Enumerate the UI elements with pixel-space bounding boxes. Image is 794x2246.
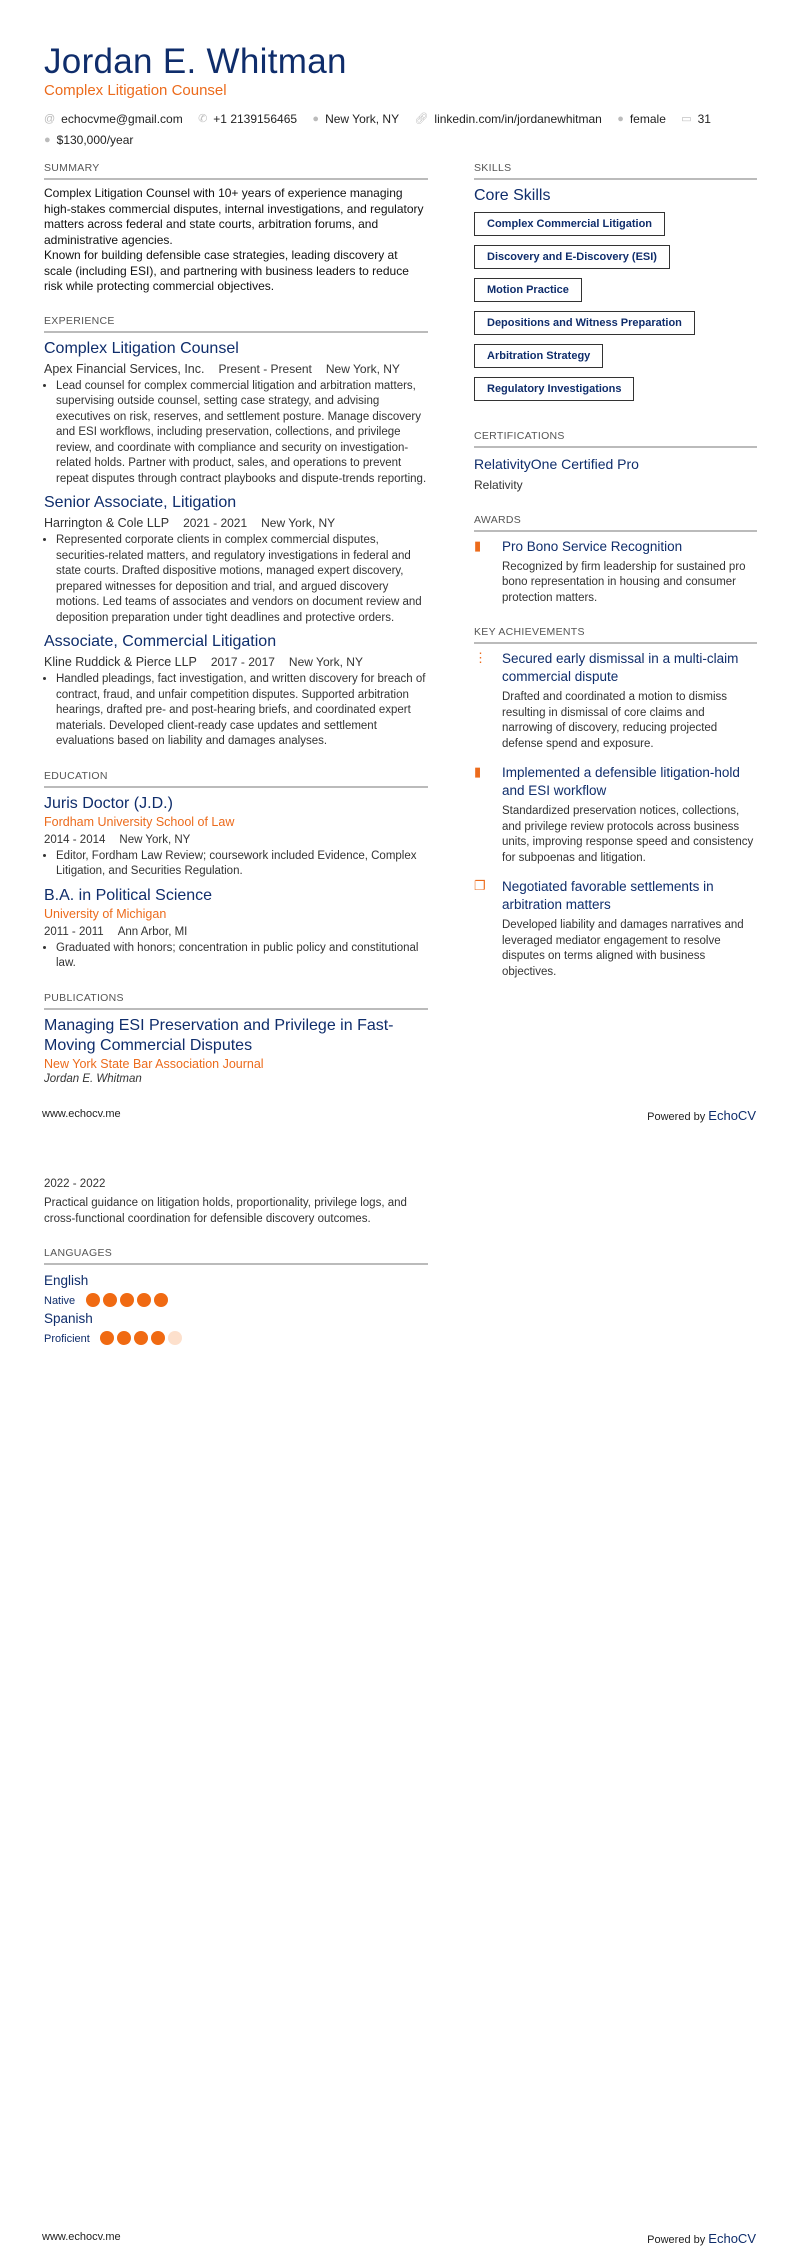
education-section [44,770,428,972]
job-title: Complex Litigation Counsel [44,339,239,357]
publisher: New York State Bar Association Journal [44,1056,264,1071]
section-heading: SKILLS [474,162,757,180]
section-heading: KEY ACHIEVEMENTS [474,626,757,644]
rating-dot-filled [151,1331,165,1345]
publication-dates: 2022 - 2022 [44,1178,106,1190]
money-icon: ● [44,134,51,146]
contact-linkedin[interactable]: 🔗︎ linkedin.com/in/jordanewhitman [414,109,601,129]
brand-logo: EchoCV [708,2231,756,2246]
rating-dots [100,1331,182,1345]
summary-section [44,162,428,295]
publications-section [44,992,428,1085]
degree: Juris Doctor (J.D.) [44,794,173,812]
documents-icon: ❐ [474,878,486,893]
achievement-description: Standardized preservation notices, collections, and privilege review protocols across business units, improving response speed and consistency for subpoenas and litigation. [502,805,754,864]
phone-icon: ✆ [198,113,208,125]
bullet: • Graduated with honors; concentration in public policy and constitutional law. [56,941,428,972]
skill-tag: Discovery and E-Discovery (ESI) [474,245,670,269]
link-icon: 🔗︎ [414,113,429,125]
job-entry [44,493,428,626]
job-entry [44,632,428,750]
page-2 [0,1123,794,2246]
skill-group: Core Skills [474,187,551,204]
achievement-entry [474,650,757,752]
awards-section [474,514,757,607]
summary-text: Known for building defensible case strategies, leading discovery at scale (including ESI), and partnering with business leaders to reduce risk while protecting commercial objectives. [44,248,409,293]
section-heading: SUMMARY [44,162,428,180]
location: New York, NY [325,361,400,376]
rating-dot-filled [117,1331,131,1345]
skill-tag: Regulatory Investigations [474,377,634,401]
company: Kline Ruddick & Pierce LLP [44,655,197,669]
location: Ann Arbor, MI [117,925,188,938]
education-entry [44,886,428,972]
contact-email[interactable]: @ echocvme@gmail.com [44,109,183,129]
certifications-section [474,430,757,494]
rating-dot-filled [86,1293,100,1307]
skill-tag: Depositions and Witness Preparation [474,311,695,335]
achievement-title: Secured early dismissal in a multi-claim commercial dispute [502,651,739,684]
rating-dot-filled [120,1293,134,1307]
person-icon: ● [617,113,624,125]
footer-website[interactable]: www.echocv.me [42,1108,121,1120]
school: University of Michigan [44,906,167,921]
language-entry [44,1309,234,1347]
education-entry [44,794,428,880]
location: New York, NY [119,833,191,846]
award-description: Recognized by firm leadership for sustained pro bono representation in housing and consumer protection matters. [502,560,746,604]
school: Fordham University School of Law [44,814,235,829]
language-level: Native [44,1295,76,1307]
achievement-description: Developed liability and damages narratives and leveraged mediator engagement to resolve disputes on terms aligned with business objectives. [502,919,744,978]
language-name: Spanish [44,1311,93,1326]
footer-powered: Powered by EchoCV [647,1108,756,1123]
achievement-title: Implemented a defensible litigation-hold and ESI workflow [502,765,740,798]
language-level: Proficient [44,1333,90,1345]
job-title: Complex Litigation Counsel [44,82,227,99]
contact-list [44,108,764,150]
bullet: • Editor, Fordham Law Review; coursework included Evidence, Complex Litigation, and Securities Regulation. [56,849,428,880]
at-icon: @ [44,113,56,125]
publication-description: Practical guidance on litigation holds, proportionality, privilege logs, and cross-functional coordination for defensible discovery outcomes. [44,1197,407,1225]
dates: 2014 - 2014 [44,833,106,846]
rating-dot-empty [168,1331,182,1345]
contact-salary: ● $130,000/year [44,130,133,150]
job-title: Associate, Commercial Litigation [44,633,277,650]
language-name: English [44,1273,89,1288]
achievement-entry [474,878,757,980]
award-entry [474,538,757,607]
contact-phone[interactable]: ✆ +1 2139156465 [198,109,297,129]
rating-dot-filled [137,1293,151,1307]
job-entry [44,339,428,488]
rating-dots [86,1293,168,1307]
location: New York, NY [261,516,336,530]
section-heading: EXPERIENCE [44,315,428,333]
certification-name: RelativityOne Certified Pro [474,456,639,472]
section-heading: AWARDS [474,514,757,532]
dots-icon: ⋮ [474,650,487,665]
award-title: Pro Bono Service Recognition [502,538,683,554]
certification-issuer: Relativity [474,478,523,492]
section-heading: LANGUAGES [44,1247,428,1265]
contact-gender: ● female [617,109,666,129]
author: Jordan E. Whitman [44,1072,142,1085]
publication-title: Managing ESI Preservation and Privilege in Fast-Moving Commercial Disputes [44,1016,394,1054]
clipboard-icon: ▮ [474,764,482,779]
section-heading: PUBLICATIONS [44,992,428,1010]
contact-age: ▭ 31 [681,109,711,129]
languages-section [44,1247,428,1347]
language-entry [44,1271,234,1309]
contact-location: ● New York, NY [312,109,399,129]
achievement-entry [474,764,757,866]
experience-section [44,315,428,750]
dates: 2021 - 2021 [183,516,248,530]
right-column [474,162,757,1000]
company: Apex Financial Services, Inc. [44,361,205,376]
section-heading: EDUCATION [44,770,428,788]
rating-dot-filled [100,1331,114,1345]
company: Harrington & Cole LLP [44,516,170,530]
skill-tag: Motion Practice [474,278,582,302]
footer-website[interactable]: www.echocv.me [42,2231,121,2243]
location: New York, NY [288,655,363,669]
rating-dot-filled [134,1331,148,1345]
skills-section [474,162,757,410]
left-column-continued [44,1175,428,1367]
dates: Present - Present [218,361,312,376]
job-title: Senior Associate, Litigation [44,494,237,511]
publications-continued [44,1178,428,1227]
section-heading: CERTIFICATIONS [474,430,757,448]
achievements-section [474,626,757,980]
location-icon: ● [312,113,320,125]
bullet: • Handled pleadings, fact investigation, and written discovery for breach of contract, fraud, and unfair competition disputes. Supported arbitration hearings, drafted pre- and post-hearing briefs, and coordinated expert materials. Developed client-ready case updates and settlement evaluations based on liability and damages analyses. [56,672,428,750]
skill-tag: Arbitration Strategy [474,344,603,368]
bullet: • Represented corporate clients in complex commercial disputes, securities-related matters, and regulatory investigations in federal and state courts. Drafted dispositive motions, managed expert discovery, prepared witnesses for deposition and trial, and argued discovery motions. Led teams of associates and vendors on document review and deposition preparation under tight deadlines and protective orders. [56,533,428,626]
rating-dot-filled [154,1293,168,1307]
bullet: • Lead counsel for complex commercial litigation and arbitration matters, supervising outside counsel, setting case strategy, and advising executives on risk, reserves, and settlement posture. Manage discovery and ESI workflows, including preservation, collections, and privilege review, and coordinate with compliance and security on investigation-related holds. Partner with product, sales, and operations to prevent repeat disputes through contract playbooks and dispute-trends reporting. [56,379,428,488]
achievement-description: Drafted and coordinated a motion to dismiss resulting in dismissal of core claims and narrowing of discovery, reducing projected defense spend and exposure. [502,691,728,750]
left-column [44,162,428,1105]
candidate-name: Jordan E. Whitman [44,42,347,81]
summary-text: Complex Litigation Counsel with 10+ years of experience managing high-stakes commercial disputes, internal investigations, and regulatory matters across federal and state courts, arbitration forums, and administrative agencies. [44,186,424,247]
rating-dot-filled [103,1293,117,1307]
brand-logo: EchoCV [708,1108,756,1123]
degree: B.A. in Political Science [44,886,213,904]
document-icon: ▮ [474,537,482,553]
dates: 2017 - 2017 [210,655,275,669]
calendar-icon: ▭ [681,113,692,125]
achievement-title: Negotiated favorable settlements in arbitration matters [502,879,714,912]
skill-tag: Complex Commercial Litigation [474,212,665,236]
footer-powered: Powered by EchoCV [647,2231,756,2246]
dates: 2011 - 2011 [44,925,104,938]
